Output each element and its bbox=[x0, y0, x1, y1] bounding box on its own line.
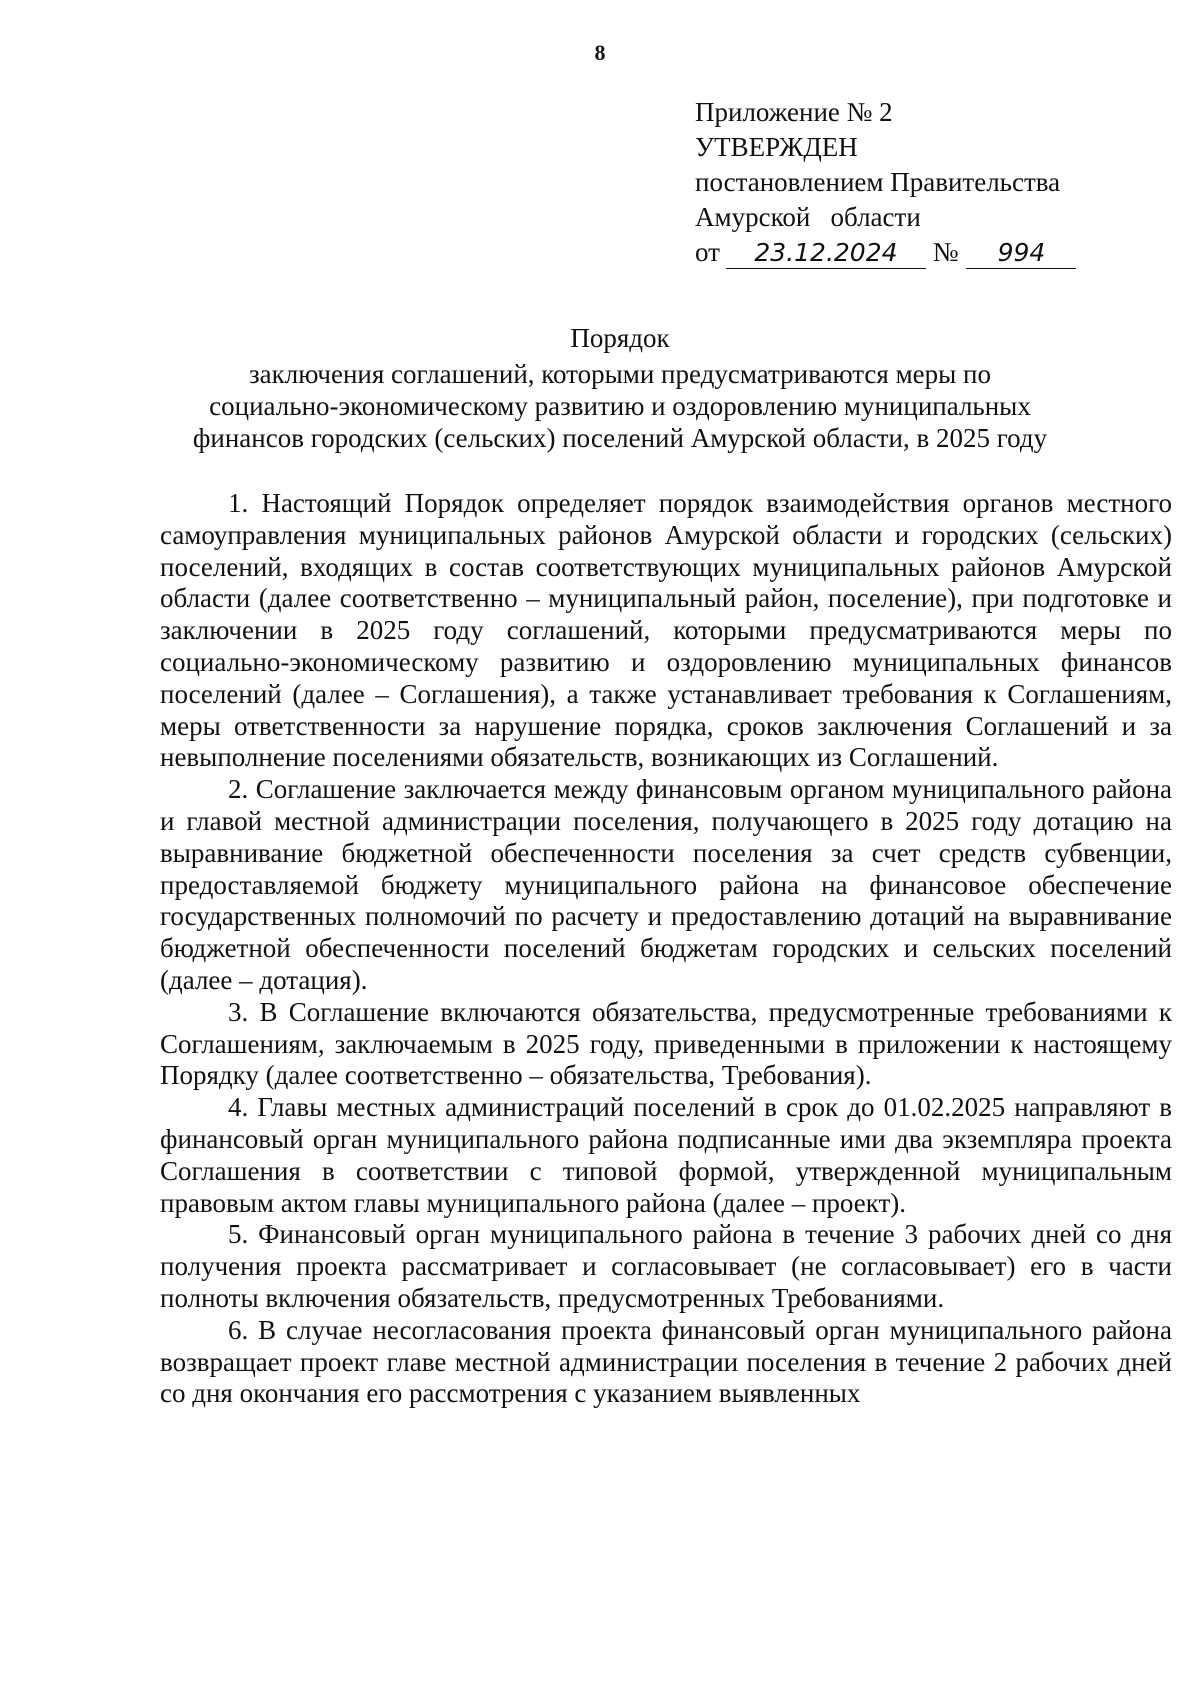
number-sign: № bbox=[932, 237, 959, 267]
paragraph-5: 5. Финансовый орган муниципального района в течение 3 рабочих дней со дня получения проекта рассматривает и согласовывает (не согласовывает) его в части полноты включения обязательств, предусмотренных Требованиями. bbox=[160, 1219, 1172, 1313]
paragraph-4: 4. Главы местных администраций поселений в срок до 01.02.2025 направляют в финансовый орган муниципального района подписанные ими два экземпляра проекта Соглашения в соответствии с типовой формой, утвержденной муниципальным правовым актом главы муниципального района (далее – проект). bbox=[160, 1092, 1172, 1218]
document-title: Порядок bbox=[570, 323, 670, 353]
paragraph-2: 2. Соглашение заключается между финансовым органом муниципального района и главой местной администрации поселения, получающего в 2025 году дотацию на выравнивание бюджетной обеспеченности поселения за счет средств субвенции, предоставляемой бюджету муниципального района на финансовое обеспечение государственных полномочий по расчету и предоставлению дотаций на выравнивание бюджетной обеспеченности поселений бюджетам городских и сельских поселений (далее – дотация). bbox=[160, 774, 1172, 995]
document-body bbox=[160, 488, 1172, 1410]
handwritten-date: 23.12.2024 bbox=[726, 238, 926, 269]
paragraph-1: 1. Настоящий Порядок определяет порядок взаимодействия органов местного самоуправления муниципальных районов Амурской области и городских (сельских) поселений, входящих в состав соответствующих муниципальных районов Амурской области (далее соответственно – муниципальный район, поселение), при подготовке и заключении в 2025 году соглашений, которыми предусматриваются меры по социально-экономическому развитию и оздоровлению муниципальных финансов поселений (далее – Соглашения), а также устанавливает требования к Соглашениям, меры ответственности за нарушение порядка, сроков заключения Соглашений и за невыполнение поселениями обязательств, возникающих из Соглашений. bbox=[160, 488, 1172, 773]
date-number-line bbox=[695, 235, 1135, 270]
from-prefix: от bbox=[695, 237, 720, 267]
resolution-label: постановлением Правительства bbox=[695, 167, 1061, 197]
title-subline-2: социально-экономическому развитию и оздоровлению муниципальных bbox=[209, 391, 1031, 421]
document-title-block bbox=[150, 322, 1090, 454]
paragraph-6: 6. В случае несогласования проекта финансовый орган муниципального района возвращает проект главе местной администрации поселения в течение 2 рабочих дней со дня окончания его рассмотрения с указанием выявленных bbox=[160, 1314, 1172, 1409]
approved-label: УТВЕРЖДЕН bbox=[695, 132, 858, 162]
appendix-label: Приложение № 2 bbox=[695, 97, 893, 127]
title-subline-1: заключения соглашений, которыми предусматриваются меры по bbox=[249, 359, 991, 389]
page-number: 8 bbox=[594, 40, 606, 65]
title-subline-3: финансов городских (сельских) поселений Амурской области, в 2025 году bbox=[192, 423, 1048, 453]
approval-stamp-block bbox=[695, 95, 1135, 270]
paragraph-3: 3. В Соглашение включаются обязательства, предусмотренные требованиями к Соглашениям, заключаемым в 2025 году, приведенными в приложении к настоящему Порядку (далее соответственно – обязательства, Требования). bbox=[160, 996, 1172, 1091]
region-label: Амурской области bbox=[695, 202, 921, 232]
handwritten-number: 994 bbox=[966, 238, 1076, 269]
